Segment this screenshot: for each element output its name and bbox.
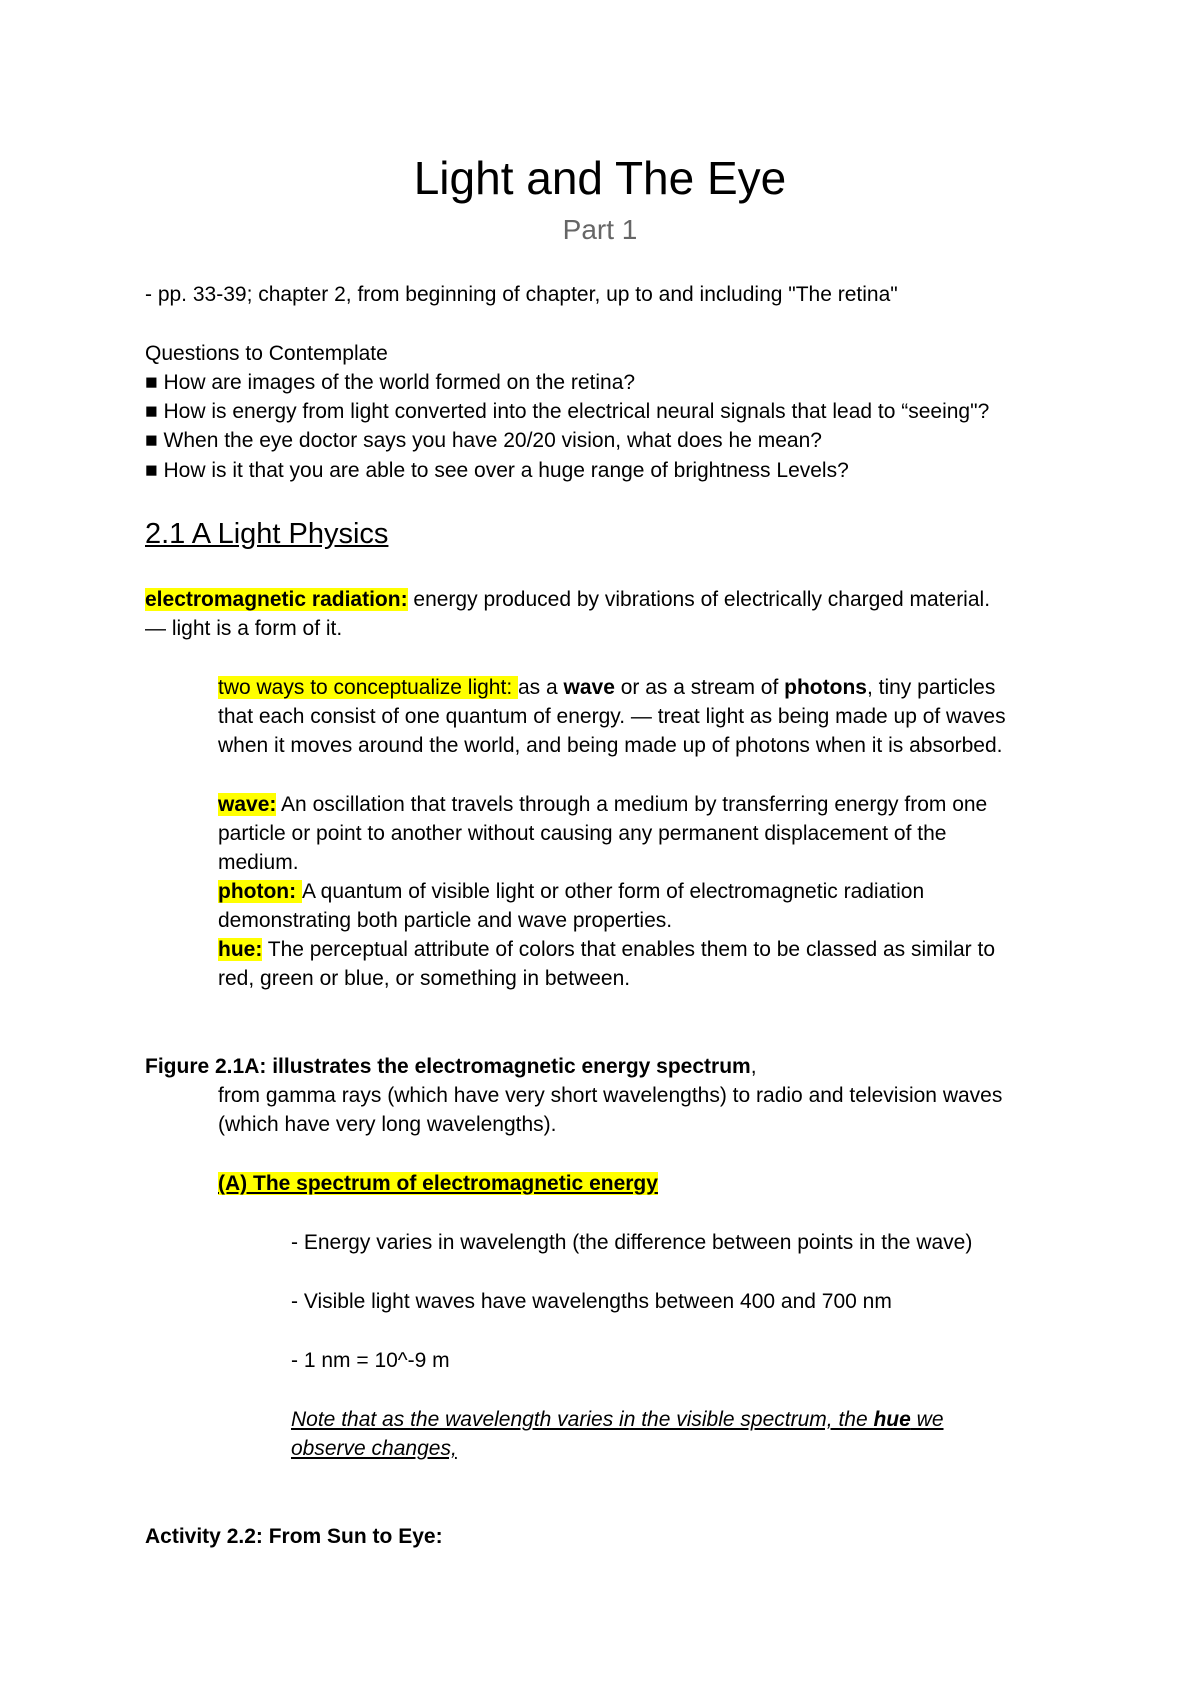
question-item: ■ How are images of the world formed on the retina? [145, 371, 636, 394]
definition-text: The perceptual attribute of colors that enables them to be classed as similar to [262, 938, 996, 961]
term-hue: hue: [218, 938, 263, 961]
figure-description: (which have very long wavelengths). [218, 1113, 557, 1136]
definition-text: or as a stream of [614, 676, 785, 699]
reading-assignment: - pp. 33-39; chapter 2, from beginning of chapter, up to and including "The retina" [145, 283, 898, 306]
definition-text: A quantum of visible light or other form of electromagnetic radiation [301, 880, 925, 903]
hue-note-line [291, 1434, 457, 1463]
definition-line: when it moves around the world, and being made up of photons when it is absorbed. [218, 734, 1003, 757]
questions-heading: Questions to Contemplate [145, 342, 388, 365]
definition-note: — light is a form of it. [145, 617, 343, 640]
term-em-radiation: electromagnetic radiation: [145, 588, 408, 611]
page-subtitle: Part 1 [562, 214, 638, 245]
figure-title: Figure 2.1A: illustrates the electromagnetic energy spectrum [145, 1055, 751, 1078]
bold-term: photons [784, 676, 867, 699]
page-title: Light and The Eye [413, 152, 787, 204]
note-bold-term: hue [873, 1408, 911, 1431]
figure-subheading [218, 1169, 658, 1198]
question-item: ■ When the eye doctor says you have 20/20 vision, what does he mean? [145, 429, 822, 452]
term-wave: wave: [218, 793, 277, 816]
figure-bullet: - Energy varies in wavelength (the difference between points in the wave) [291, 1231, 973, 1254]
question-item: ■ How is it that you are able to see over a huge range of brightness Levels? [145, 459, 849, 482]
activity-heading: Activity 2.2: From Sun to Eye: [145, 1525, 443, 1548]
definition-photon [218, 877, 924, 906]
definition-line: red, green or blue, or something in between. [218, 967, 631, 990]
definition-hue [218, 935, 995, 964]
term-photon: photon: [218, 880, 302, 903]
figure-bullet: - 1 nm = 10^-9 m [291, 1349, 450, 1372]
hue-note [291, 1405, 944, 1434]
definition-line: demonstrating both particle and wave properties. [218, 909, 673, 932]
definition-line: medium. [218, 851, 299, 874]
definition-text: energy produced by vibrations of electrically charged material. [407, 588, 991, 611]
definition-text: An oscillation that travels through a medium by transferring energy from one [276, 793, 988, 816]
note-text: Note that as the wavelength varies in the visible spectrum, the [291, 1408, 874, 1431]
definition-em-radiation [145, 585, 990, 614]
definition-two-ways [218, 673, 995, 702]
definition-text: , tiny particles [866, 676, 996, 699]
figure-title-comma: , [750, 1055, 757, 1078]
figure-description: from gamma rays (which have very short wavelengths) to radio and television waves [218, 1084, 1003, 1107]
bold-term: wave [563, 676, 615, 699]
question-item: ■ How is energy from light converted into the electrical neural signals that lead to “seeing"? [145, 400, 990, 423]
note-text: we [910, 1408, 944, 1431]
term-two-ways: two ways to conceptualize light: [218, 676, 518, 699]
figure-bullet: - Visible light waves have wavelengths between 400 and 700 nm [291, 1290, 892, 1313]
spectrum-subheading: (A) The spectrum of electromagnetic energy [218, 1172, 658, 1195]
section-heading: 2.1 A Light Physics [145, 518, 389, 550]
note-text: observe changes, [291, 1437, 457, 1460]
definition-line: that each consist of one quantum of energy. — treat light as being made up of waves [218, 705, 1006, 728]
definition-text: as a [518, 676, 564, 699]
definition-line: particle or point to another without causing any permanent displacement of the [218, 822, 947, 845]
definition-wave [218, 790, 987, 819]
figure-caption [145, 1052, 757, 1081]
